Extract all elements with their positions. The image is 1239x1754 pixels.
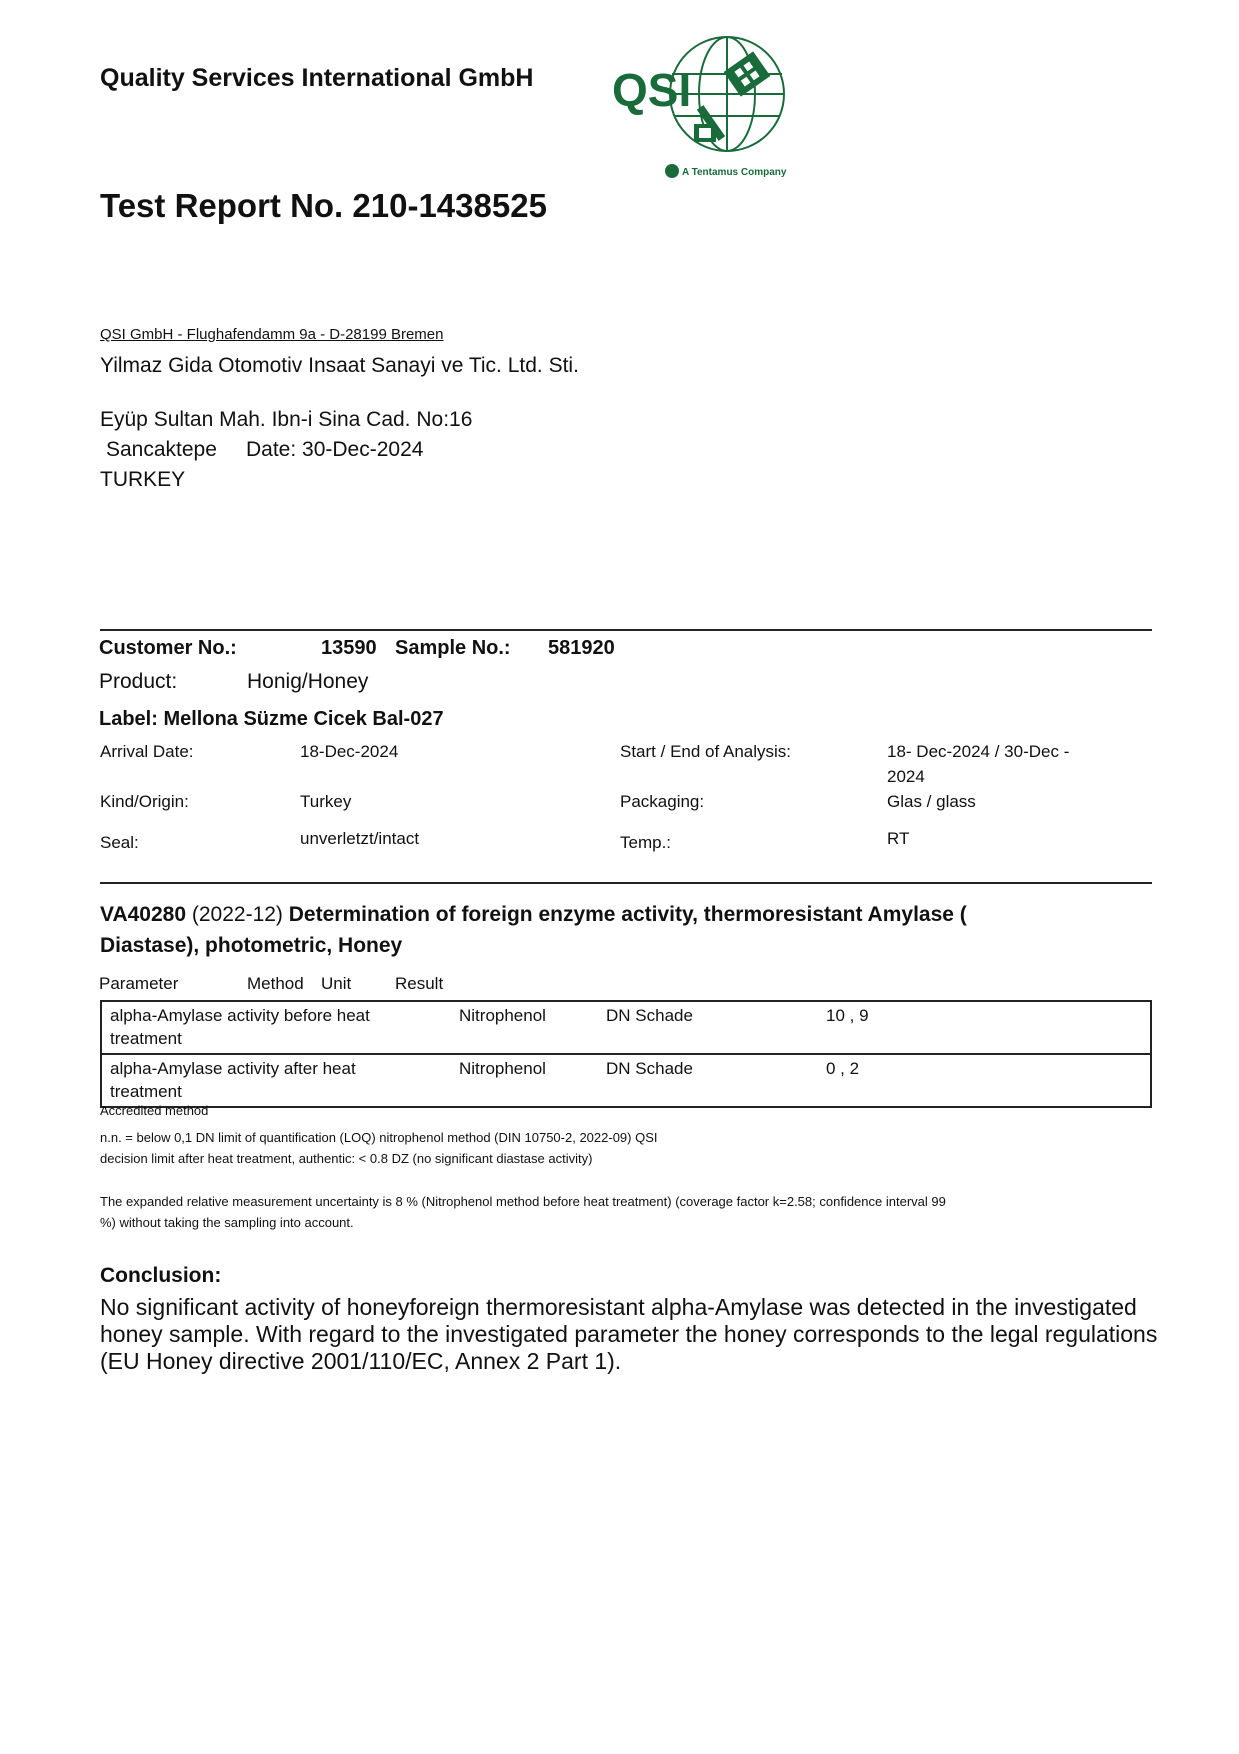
packaging-label: Packaging: <box>620 792 705 811</box>
origin-label: Kind/Origin: <box>100 792 189 811</box>
parameter-name: alpha-Amylase activity before heat <box>110 1006 370 1025</box>
report-date: Date: 30-Dec-2024 <box>246 438 424 461</box>
divider <box>100 882 1152 884</box>
divider <box>100 629 1152 631</box>
nn-note-line2: decision limit after heat treatment, authentic: < 0.8 DZ (no significant diastase activity) <box>100 1151 593 1166</box>
parameter-name-cont: treatment <box>110 1082 182 1101</box>
method-version: (2022-12) <box>191 903 283 926</box>
column-method: Method <box>247 974 304 993</box>
parameter-name-cont: treatment <box>110 1029 182 1048</box>
arrival-date: 18-Dec-2024 <box>300 742 399 761</box>
method-cell: Nitrophenol <box>459 1001 606 1054</box>
sender-address: QSI GmbH - Flughafendamm 9a - D-28199 Bremen <box>100 326 444 343</box>
sample-no: 581920 <box>548 637 615 659</box>
customer-no-label: Customer No.: <box>99 637 237 659</box>
seal-label: Seal: <box>100 833 139 852</box>
globe-key-icon <box>612 34 802 182</box>
label-line: Label: Mellona Süzme Cicek Bal-027 <box>99 708 444 730</box>
recipient-street: Eyüp Sultan Mah. Ibn-i Sina Cad. No:16 <box>100 408 473 431</box>
result-cell: 0 , 2 <box>826 1054 1151 1107</box>
column-unit: Unit <box>321 974 352 993</box>
uncertainty-note-line2: %) without taking the sampling into account. <box>100 1215 354 1230</box>
conclusion-text: No significant activity of honeyforeign thermoresistant alpha-Amylase was detected in the investigated honey sample. With regard to the investigated parameter the honey corresponds to the legal regulations (EU Honey directive 2001/110/EC, Annex 2 Part 1). <box>100 1294 1158 1374</box>
analysis-period-label: Start / End of Analysis: <box>620 742 792 761</box>
uncertainty-note-line1: The expanded relative measurement uncertainty is 8 % (Nitrophenol method before heat treatment) (coverage factor k=2.58; confidence interval 99 <box>100 1194 946 1209</box>
report-title: Test Report No. 210-1438525 <box>100 187 547 224</box>
recipient-country: TURKEY <box>100 468 186 491</box>
sample-no-label: Sample No.: <box>395 637 511 659</box>
logo-text: QSI <box>612 64 692 116</box>
parameter-cell <box>101 1054 459 1107</box>
parameter-name: alpha-Amylase activity after heat <box>110 1059 356 1078</box>
method-code: VA40280 <box>100 903 187 926</box>
accredited-note: Accredited method <box>100 1103 209 1118</box>
table-row <box>101 1054 1151 1107</box>
qsi-logo <box>612 34 802 182</box>
nn-note-line1: n.n. = below 0,1 DN limit of quantification (LOQ) nitrophenol method (DIN 10750-2, 2022-09) QSI <box>100 1130 658 1145</box>
analysis-period-line2: 2024 <box>887 767 925 786</box>
temp-label: Temp.: <box>620 833 672 852</box>
column-parameter: Parameter <box>99 974 179 993</box>
results-table <box>100 1000 1152 1108</box>
unit-cell: DN Schade <box>606 1001 826 1054</box>
seal-value: unverletzt/intact <box>300 829 420 848</box>
arrival-date-label: Arrival Date: <box>100 742 194 761</box>
result-cell: 10 , 9 <box>826 1001 1151 1054</box>
product-label: Product: <box>99 670 178 693</box>
logo-tagline: A Tentamus Company <box>682 167 787 178</box>
temp-value: RT <box>887 829 910 848</box>
table-row <box>101 1001 1151 1054</box>
conclusion-title: Conclusion: <box>100 1264 222 1287</box>
recipient-district: Sancaktepe <box>106 438 217 461</box>
origin-value: Turkey <box>300 792 352 811</box>
analysis-period-line1: 18- Dec-2024 / 30-Dec - <box>887 742 1070 761</box>
product-value: Honig/Honey <box>247 670 369 693</box>
method-title-part1: Determination of foreign enzyme activity, thermoresistant Amylase ( <box>288 903 967 926</box>
customer-no: 13590 <box>321 637 377 659</box>
parameter-cell <box>101 1001 459 1054</box>
method-heading-line1 <box>100 903 967 927</box>
column-result: Result <box>395 974 444 993</box>
unit-cell: DN Schade <box>606 1054 826 1107</box>
method-cell: Nitrophenol <box>459 1054 606 1107</box>
method-title-part2: Diastase), photometric, Honey <box>100 934 403 957</box>
recipient-name: Yilmaz Gida Otomotiv Insaat Sanayi ve Tic. Ltd. Sti. <box>100 354 579 377</box>
packaging-value: Glas / glass <box>887 792 976 811</box>
company-name: Quality Services International GmbH <box>100 64 534 92</box>
